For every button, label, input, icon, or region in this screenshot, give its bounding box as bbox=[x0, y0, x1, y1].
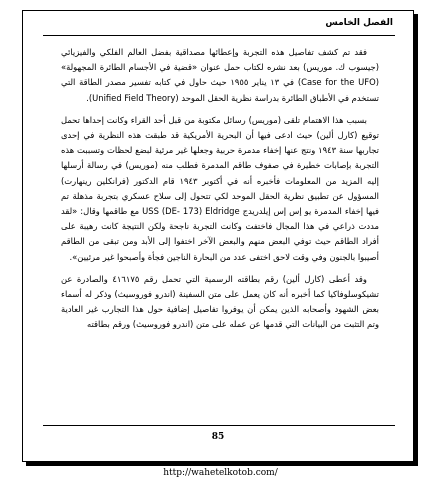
paragraph: فقد تم كشف تفاصيل هذه التجربة وإعطائها مصداقية بفضل العالم الفلكي والفيزيائي (جيسوب ك. موريس) بعد نشره لكتاب حمل عنوان «قضية في الأجسام الطائرة المجهولة» (Case for the UFO) في ١٣ يناير ١٩٥٥ حيث حاول في كتابه تفسير مصدر الطاقة التي تستخدم في الأطباق الطائرة بدراسة نظرية الحقل الموحد (Unified Field Theory). bbox=[61, 47, 379, 103]
paragraph: وقد أعطى (كارل ألين) رقم بطاقته الرسمية التي تحمل رقم ٤١٦١٧٥ والصادرة عن تشيكوسلوفاكيا كما أخبره أنه كان يعمل على متن السفينة (اندرو فوروسيث) وذكر له أسماء بعض الشهود وأصحابه الذين يمكن أن يوفروا تفاصيل إضافية حول هذا التجارب غير العادية وتم التثبت من البيانات التي قدمها عن عمله على متن (اندرو فوروسيث) ورقم بطاقته bbox=[61, 273, 379, 330]
page-header bbox=[43, 15, 395, 36]
chapter-title: الفصل الخامس bbox=[325, 18, 393, 28]
page-number: 85 bbox=[211, 432, 225, 442]
source-url[interactable]: http://wahetelkotob.com/ bbox=[163, 468, 278, 478]
paragraph: بسبب هذا الاهتمام تلقى (موريس) رسائل مكتوبة من قبل أحد القراء وكانت إحداها تحمل توقيع (كارل ألين) حيث ادعى فيها أن البحرية الأمريكية قد طبقت هذه النظرية في إحدى تجاربها سنة ١٩٤٣ ونتج عنها إخفاء مدمرة حربية وجعلها غير مرئية لبضع لحظات وتسببت هذه التجربة بإصابات خطيرة في صفوف طاقم المدمرة فطلب منه (موريس) في رسالة أرسلها إليه المزيد من المعلومات فأخبره أنه في أكتوبر ١٩٤٣ قام الدكتور (فرانكلين رينهارت) المسؤول عن تطبيق نظرية الحقل الموحد لكي تتحول إلى سلاح عسكري بتجربة مذهلة تم فيها إخفاء المدمرة يو إس إس إيلدريدج USS (DE- 173) Eldridge مع طاقمها وقال: «لقد مددت ذراعي في هذا المجال فاختفت وكانت التجربة ناجحة ولكن النتيجة كانت رهيبة على أفراد الطاقم حيث توفي البعض منهم والبعض الآخر اختفوا إلى الأبد ومن تبقى من الطاقم أصيبوا بالجنون وفي وقت لاحق اختفى عدد من البحارة الناجين فجأة وأصبحوا غير مرئيين». bbox=[61, 114, 380, 262]
body-text bbox=[61, 45, 379, 340]
book-page bbox=[22, 10, 414, 462]
footer-divider bbox=[43, 425, 395, 426]
